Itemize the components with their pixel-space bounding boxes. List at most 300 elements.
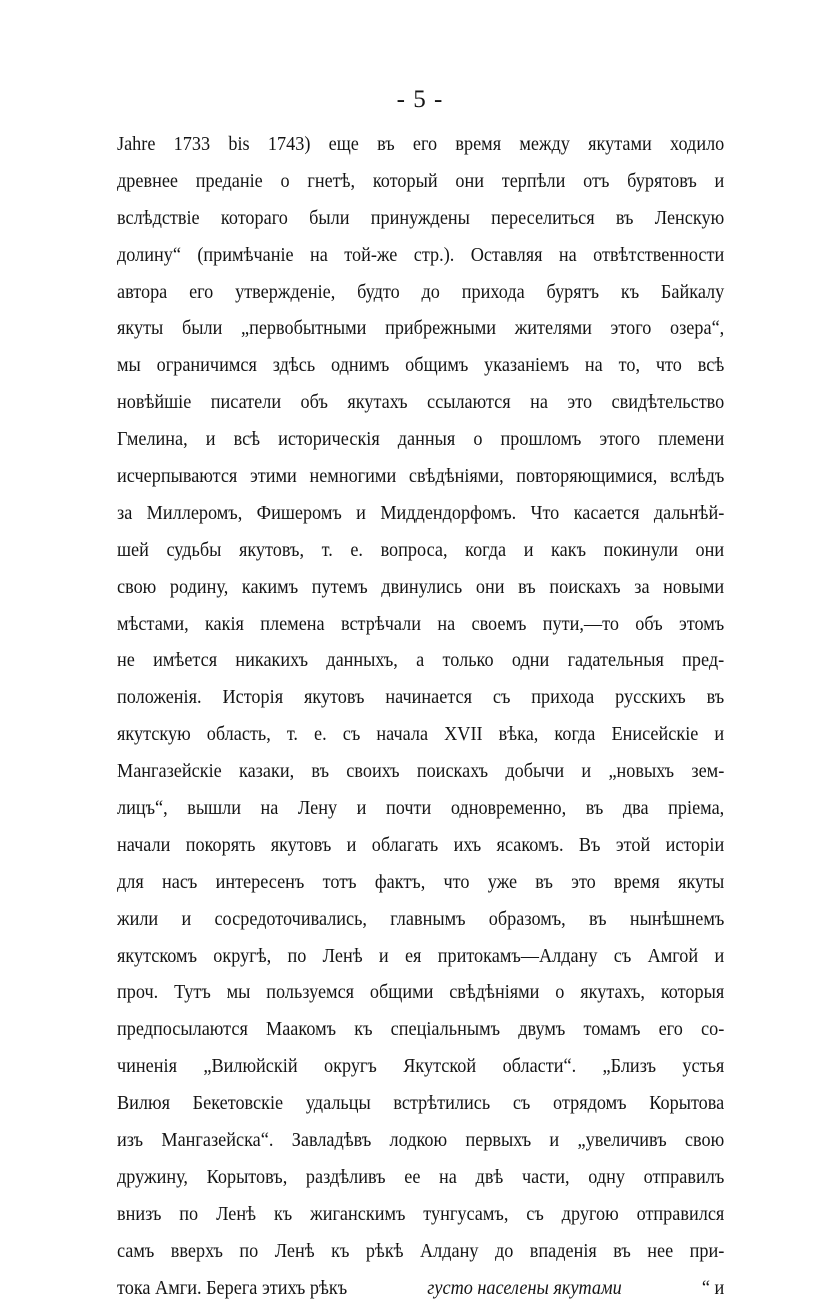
word: „Вилюйскій <box>203 1056 298 1078</box>
word: въ <box>311 761 329 783</box>
word: объ <box>635 613 663 635</box>
word: Лену <box>297 798 338 820</box>
word: ихъ <box>453 834 482 856</box>
word: озера“, <box>670 318 725 340</box>
word: и <box>714 724 725 746</box>
word: гадательныя <box>567 650 664 672</box>
word: область, <box>206 724 271 746</box>
word: а <box>416 650 425 672</box>
text-line <box>117 607 724 644</box>
word: въ <box>377 134 395 155</box>
word: на <box>558 244 577 266</box>
word: фактъ, <box>374 871 426 893</box>
word: почти <box>386 798 432 820</box>
word: всѣ <box>697 355 725 377</box>
word: вѣка, <box>498 724 539 746</box>
word: русскихъ <box>615 687 686 709</box>
word: одни <box>511 650 550 672</box>
word: шей <box>117 539 149 561</box>
word: Гмелина, <box>117 429 188 451</box>
text-line <box>117 1197 724 1234</box>
word: однимъ <box>331 355 390 377</box>
word: „новыхъ <box>608 761 675 783</box>
word: еще <box>328 134 359 155</box>
word: исторіи <box>665 834 725 856</box>
word: къ <box>331 1240 350 1262</box>
word: для <box>117 871 144 893</box>
word: лицъ“, <box>117 798 168 820</box>
word: время <box>614 871 660 893</box>
word: сосредоточивались, <box>214 908 367 930</box>
text-line <box>117 533 724 570</box>
word: удальцы <box>305 1093 371 1115</box>
word: казаки, <box>239 761 295 783</box>
word: части, <box>521 1166 570 1188</box>
text-line <box>117 164 724 201</box>
word: отправился <box>636 1203 725 1225</box>
word: вслѣдъ <box>670 466 725 488</box>
word: историческія <box>278 429 380 451</box>
word: начала <box>376 724 429 746</box>
word: здѣсь <box>272 355 316 377</box>
word: другою <box>561 1203 619 1225</box>
word: этого <box>610 318 652 340</box>
word: Вилюя <box>117 1093 170 1115</box>
word: они <box>475 576 505 598</box>
text-line <box>117 201 724 238</box>
word: какія <box>204 613 244 635</box>
word: переселиться <box>491 207 595 229</box>
word: Мангазейска“. <box>161 1130 274 1152</box>
word: то, <box>618 355 641 377</box>
word: древнее <box>117 170 179 192</box>
word: изъ <box>117 1130 144 1152</box>
word: были <box>181 318 223 340</box>
word: до <box>494 1240 514 1262</box>
word: „Близъ <box>602 1056 657 1078</box>
word: когда <box>465 539 507 561</box>
word: по <box>239 1240 259 1262</box>
word: якуты <box>117 318 164 340</box>
word: нынѣшнемъ <box>629 908 725 930</box>
word: всѣ <box>233 429 261 451</box>
word: котораго <box>220 207 288 229</box>
word: указаніемъ <box>484 355 570 377</box>
word: терпѣли <box>501 170 566 192</box>
word: о <box>555 982 565 1004</box>
word: Якутской <box>403 1056 477 1078</box>
word: новыми <box>663 576 725 598</box>
word: Корытова <box>649 1093 725 1115</box>
word: жиганскимъ <box>310 1203 406 1225</box>
word: между <box>519 134 570 155</box>
word: гнетѣ, <box>307 170 356 192</box>
word: съ <box>342 724 361 746</box>
word: якутовъ <box>303 687 365 709</box>
word: на <box>437 613 456 635</box>
word: повторяющимися, <box>516 466 658 488</box>
word: только <box>442 650 494 672</box>
word: не <box>117 650 135 672</box>
word: якутскомъ <box>117 945 198 967</box>
word: на <box>530 392 548 414</box>
text-line <box>117 311 724 348</box>
word: ясакомъ. <box>496 834 564 856</box>
italic-emphasis: густо населены якутами <box>427 1277 622 1299</box>
word: округъ <box>323 1056 377 1078</box>
word: путемъ <box>311 576 368 598</box>
word: на <box>584 355 603 377</box>
word: автора <box>117 281 168 303</box>
word: свидѣтельство <box>611 392 725 414</box>
word: поискахъ <box>416 761 489 783</box>
word: что <box>443 871 470 893</box>
word: когда <box>554 724 596 746</box>
word: Ленѣ <box>216 1203 257 1225</box>
word: встрѣчали <box>340 613 422 635</box>
text-line <box>117 496 724 533</box>
word: долину“ <box>117 244 181 266</box>
word: до <box>421 281 440 303</box>
text-line <box>117 643 724 680</box>
word: Jahre <box>117 134 156 155</box>
text-line <box>117 1160 724 1197</box>
word: въ <box>706 687 725 709</box>
word: bis <box>228 134 250 155</box>
word: два <box>622 798 649 820</box>
word: къ <box>273 1203 293 1225</box>
word: покорять <box>185 834 256 856</box>
word: въ <box>613 1240 631 1262</box>
word: вопроса, <box>380 539 448 561</box>
word: свою <box>117 576 157 598</box>
word: ея <box>404 945 422 967</box>
word: и <box>205 429 216 451</box>
word: новѣйшіе <box>117 392 192 414</box>
word: принуждены <box>370 207 470 229</box>
word: бурятъ <box>546 281 600 303</box>
word: въ <box>615 207 634 229</box>
word: е. <box>314 724 327 746</box>
word: съ <box>512 1093 531 1115</box>
word: одну <box>588 1166 625 1188</box>
word: интересенъ <box>215 871 305 893</box>
word: устья <box>682 1056 725 1078</box>
word: къ <box>354 1019 373 1041</box>
word: своемъ <box>471 613 527 635</box>
word: свѣдѣніями, <box>408 466 504 488</box>
text-line <box>117 127 724 164</box>
word: отвѣтственности <box>593 244 725 266</box>
word: 1743) <box>267 134 311 155</box>
word: якутскую <box>117 724 191 746</box>
word: Амгой <box>647 945 699 967</box>
word: покинули <box>603 539 678 561</box>
word: насъ <box>161 871 198 893</box>
word: округѣ, <box>213 945 272 967</box>
word: прихода <box>461 281 525 303</box>
word: дальнѣй- <box>653 502 725 524</box>
word: впаденія <box>529 1240 597 1262</box>
word: племена <box>260 613 325 635</box>
word: при- <box>689 1240 725 1262</box>
word: одновременно, <box>450 798 567 820</box>
word: что <box>655 355 682 377</box>
word: будто <box>357 281 400 303</box>
text-line <box>117 680 724 717</box>
word: его <box>658 1019 683 1041</box>
word: „первобытными <box>241 318 367 340</box>
text-line <box>117 385 724 422</box>
word: ограничимся <box>156 355 257 377</box>
word: прошломъ <box>500 429 582 451</box>
word: первыхъ <box>465 1130 532 1152</box>
word: пріема, <box>668 798 725 820</box>
text-line-final <box>117 1271 724 1308</box>
word: Енисейскіе <box>611 724 699 746</box>
word: дружину, <box>117 1166 188 1188</box>
word: т. <box>286 724 299 746</box>
word: нее <box>647 1240 674 1262</box>
word: Корытовъ, <box>206 1166 288 1188</box>
word: исчерпываются <box>117 466 238 488</box>
word: начинается <box>385 687 472 709</box>
word: время <box>455 134 502 155</box>
word: области“. <box>502 1056 577 1078</box>
word: Оставляя <box>470 244 543 266</box>
page-number: - 5 - <box>396 86 444 113</box>
word: племени <box>658 429 725 451</box>
text-line <box>117 791 724 828</box>
word: съ <box>613 945 632 967</box>
word: его <box>412 134 438 155</box>
word: Что <box>530 502 560 524</box>
text-segment: “ и <box>701 1277 725 1299</box>
word: судьбы <box>166 539 222 561</box>
word: этой <box>615 834 651 856</box>
word: вышли <box>187 798 241 820</box>
word: прихода <box>531 687 595 709</box>
word: и <box>523 539 534 561</box>
word: „увеличивъ <box>577 1130 667 1152</box>
word: по <box>287 945 307 967</box>
word: это <box>571 871 596 893</box>
word: въ <box>535 871 553 893</box>
text-line <box>117 1123 724 1160</box>
word: мѣстами, <box>117 613 189 635</box>
word: его <box>189 281 214 303</box>
word: свѣдѣніями <box>449 982 540 1004</box>
word: уже <box>487 871 518 893</box>
word: они <box>455 170 484 192</box>
word: преданіе <box>195 170 263 192</box>
word: Ленскую <box>654 207 725 229</box>
word: пользуемся <box>266 982 355 1004</box>
word: зем- <box>691 761 725 783</box>
word: образомъ, <box>488 908 566 930</box>
word: Ленѣ <box>274 1240 315 1262</box>
word: Фишеромъ <box>256 502 342 524</box>
word: съ <box>492 687 511 709</box>
word: и <box>181 908 192 930</box>
text-line <box>117 459 724 496</box>
word: т. <box>321 539 333 561</box>
word: объ <box>300 392 328 414</box>
word: добычи <box>505 761 565 783</box>
word: имѣется <box>153 650 218 672</box>
word: Бекетовскіе <box>192 1093 284 1115</box>
word: къ <box>620 281 640 303</box>
word: двумъ <box>518 1019 566 1041</box>
text-line <box>117 939 724 976</box>
word: и <box>378 945 389 967</box>
word: ссылаются <box>427 392 511 414</box>
word: это <box>567 392 593 414</box>
word: самъ <box>117 1240 155 1262</box>
word: немногими <box>309 466 397 488</box>
text-line <box>117 422 724 459</box>
word: съ <box>526 1203 544 1225</box>
word: какъ <box>551 539 586 561</box>
word: касается <box>573 502 640 524</box>
text-line <box>117 1012 724 1049</box>
word: бурятовъ <box>627 170 697 192</box>
word: по <box>179 1203 199 1225</box>
word: спеціальнымъ <box>390 1019 501 1041</box>
word: свою <box>684 1130 725 1152</box>
word: на <box>310 244 328 266</box>
text-line <box>117 902 724 939</box>
word: Исторія <box>222 687 284 709</box>
word: якутахъ <box>347 392 408 414</box>
text-line <box>117 754 724 791</box>
word: и <box>549 1130 560 1152</box>
word: прибрежными <box>385 318 497 340</box>
word: вверхъ <box>170 1240 223 1262</box>
word: въ <box>588 908 607 930</box>
word: предпосылаются <box>117 1019 248 1041</box>
word: этомъ <box>678 613 725 635</box>
word: Завладѣвъ <box>291 1130 372 1152</box>
word: положенія. <box>117 687 202 709</box>
word: отъ <box>583 170 610 192</box>
word: вслѣдствіе <box>117 207 200 229</box>
word: своихъ <box>346 761 400 783</box>
word: въ <box>585 798 604 820</box>
word: мы <box>226 982 251 1004</box>
word: Мангазейскіе <box>117 761 222 783</box>
word: на <box>260 798 279 820</box>
word: поискахъ <box>549 576 621 598</box>
word: Ленѣ <box>322 945 363 967</box>
word: чиненія <box>117 1056 177 1078</box>
text-line <box>117 570 724 607</box>
word: общимъ <box>405 355 469 377</box>
word: этими <box>249 466 297 488</box>
word: которыя <box>660 982 725 1004</box>
word: данныя <box>397 429 456 451</box>
word: на <box>439 1166 457 1188</box>
word: о <box>280 170 290 192</box>
text-line <box>117 348 724 385</box>
word: были <box>309 207 350 229</box>
word: начали <box>117 834 171 856</box>
word: двѣ <box>475 1166 504 1188</box>
word: утвержденіе, <box>235 281 336 303</box>
text-segment: тока Амги. Берега этихъ рѣкъ <box>117 1277 348 1299</box>
word: главнымъ <box>390 908 466 930</box>
word: якутахъ, <box>580 982 645 1004</box>
word: Миллеромъ, <box>146 502 243 524</box>
word: который <box>372 170 438 192</box>
word: внизъ <box>117 1203 162 1225</box>
word: томамъ <box>583 1019 641 1041</box>
word: проч. <box>117 982 159 1004</box>
word: Тутъ <box>174 982 211 1004</box>
word: о <box>473 429 483 451</box>
word: якутовъ <box>270 834 332 856</box>
word: какимъ <box>241 576 299 598</box>
word: е. <box>350 539 363 561</box>
word: ходило <box>670 134 725 155</box>
word: тотъ <box>322 871 357 893</box>
word: и <box>346 834 357 856</box>
text-line <box>117 275 724 312</box>
text-line <box>117 717 724 754</box>
word: никакихъ <box>235 650 308 672</box>
word: въ <box>518 576 536 598</box>
word: они <box>695 539 725 561</box>
word: и <box>356 502 366 524</box>
text-line <box>117 1049 724 1086</box>
word: за <box>634 576 650 598</box>
word: Миддендорфомъ. <box>380 502 517 524</box>
word: жили <box>117 908 159 930</box>
word: данныхъ, <box>326 650 398 672</box>
word: писатели <box>210 392 282 414</box>
word: мы <box>117 355 141 377</box>
word: двинулись <box>381 576 463 598</box>
word: и <box>356 798 367 820</box>
word: отправилъ <box>643 1166 725 1188</box>
text-line <box>117 238 724 275</box>
word: 1733 <box>173 134 211 155</box>
word: якутами <box>588 134 652 155</box>
word: рѣкѣ <box>365 1240 404 1262</box>
word: стр.). <box>413 244 455 266</box>
word: отрядомъ <box>553 1093 627 1115</box>
word: якутовъ, <box>238 539 305 561</box>
word: (примѣчаніе <box>197 244 294 266</box>
word: тунгусамъ, <box>423 1203 509 1225</box>
word: XVII <box>444 724 483 746</box>
word: этого <box>599 429 641 451</box>
text-line <box>117 828 724 865</box>
word: Маакомъ <box>266 1019 337 1041</box>
word: Въ <box>578 834 601 856</box>
word: Байкалу <box>660 281 725 303</box>
word: якуты <box>677 871 725 893</box>
word: со- <box>700 1019 725 1041</box>
word: пути,—то <box>542 613 619 635</box>
text-line <box>117 975 724 1012</box>
word: Алдану <box>420 1240 479 1262</box>
word: облагать <box>371 834 439 856</box>
word: родину, <box>169 576 229 598</box>
word: жителями <box>514 318 592 340</box>
word: притокамъ—Алдану <box>437 945 598 967</box>
word: встрѣтились <box>393 1093 491 1115</box>
